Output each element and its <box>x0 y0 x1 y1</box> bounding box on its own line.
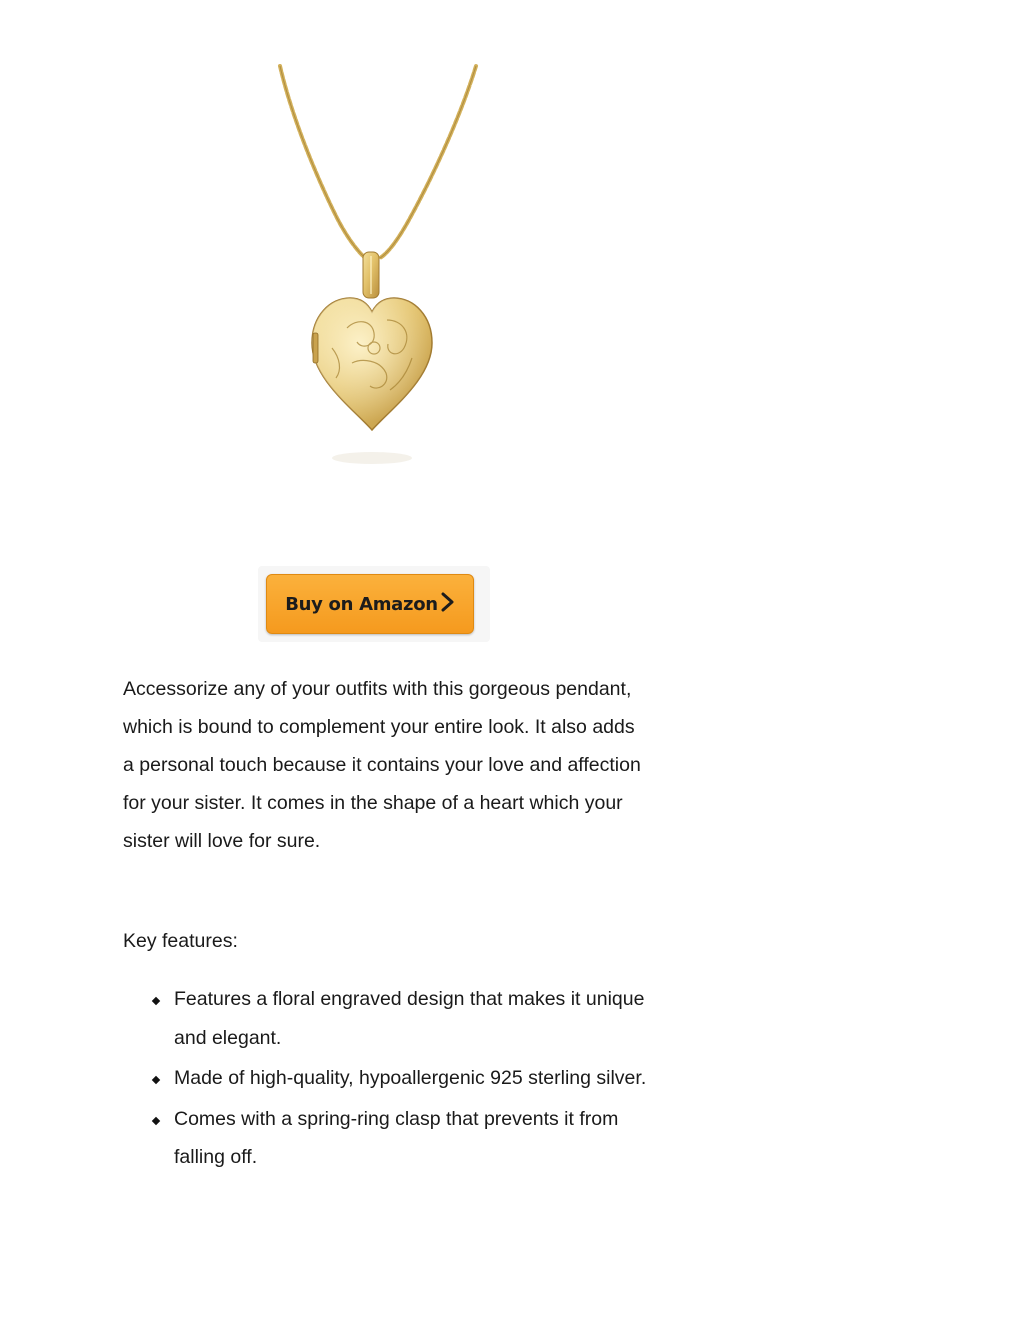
features-heading: Key features: <box>123 930 238 952</box>
buy-button-label: Buy on Amazon <box>285 593 438 615</box>
feature-text: Comes with a spring-ring clasp that prevents it from falling off. <box>174 1107 619 1168</box>
list-item <box>150 1059 650 1098</box>
list-item <box>150 1100 650 1177</box>
buy-on-amazon-button[interactable] <box>266 574 474 634</box>
list-item <box>150 980 650 1057</box>
buy-button-container <box>258 566 490 642</box>
bullet-icon <box>152 1076 160 1084</box>
feature-text: Made of high-quality, hypoallergenic 925 sterling silver. <box>174 1067 647 1089</box>
chevron-right-icon <box>441 592 455 617</box>
product-description: Accessorize any of your outfits with this gorgeous pendant, which is bound to complement your entire look. It also adds a personal touch because it contains your love and affection for your sister. It comes in the shape of a heart which your sister will love for sure. <box>123 678 641 852</box>
features-list <box>150 980 650 1179</box>
feature-text: Features a floral engraved design that makes it unique and elegant. <box>174 988 645 1049</box>
bullet-icon <box>152 997 160 1005</box>
bullet-icon <box>152 1116 160 1124</box>
heart-locket-pendant-image <box>262 58 502 478</box>
